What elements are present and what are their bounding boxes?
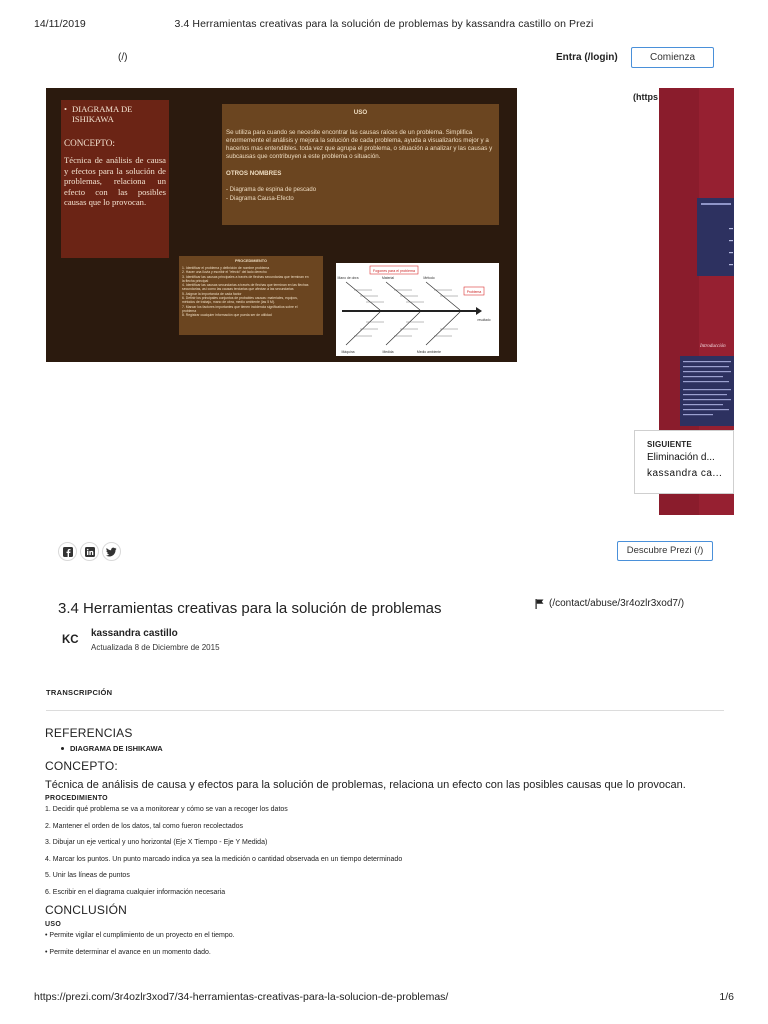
diagram-cat-top-2: Material: [381, 276, 395, 280]
diagram-arrowhead: [476, 307, 482, 315]
fishbone-diagram-svg: [336, 263, 499, 356]
concept-box: [61, 100, 169, 258]
updated-date: Actualizada 8 de Diciembre de 2015: [91, 643, 220, 652]
procedure-step: 3. Dibujar un eje vertical y uno horizontal (Eje X Tiempo - Eje Y Medida): [45, 839, 268, 846]
fishbone-diagram: [336, 263, 499, 356]
print-page-number: 1/6: [719, 991, 734, 1003]
next-title[interactable]: Eliminación d...: [647, 452, 715, 463]
prezi-canvas[interactable]: [46, 88, 517, 362]
diagram-bone: [386, 312, 420, 345]
linkedin-icon[interactable]: [80, 542, 99, 561]
diagram-cat-bottom-1: Máquina: [341, 350, 355, 354]
discover-prezi-button[interactable]: Descubre Prezi (/): [617, 541, 713, 561]
procedure-box: [179, 256, 323, 335]
diagram-sub-causes: [354, 290, 458, 336]
diagram-top-label: Fogones para el problema: [373, 269, 415, 273]
procedure-line: 8. Registrar cualquier información que pueda ser de utilidad: [182, 313, 272, 318]
social-share-row: [58, 542, 121, 561]
diagram-bone: [426, 312, 460, 345]
uso-box: [222, 104, 499, 225]
procedure-line: 1. Identificar el problema y definición de nombre problema: [182, 266, 270, 270]
diagram-effect-label: Problema: [466, 290, 482, 294]
procedure-line: 7. Marcar los factores importantes que tienen incidencia significativa sobre el: [182, 304, 298, 309]
next-author[interactable]: kassandra ca...: [647, 468, 723, 479]
home-link[interactable]: (/): [118, 52, 128, 63]
procedure-line: problema: [182, 308, 197, 313]
conclusion-heading: CONCLUSIÓN: [45, 903, 128, 917]
uso-heading: USO: [45, 921, 62, 928]
referencias-heading: REFERENCIAS: [45, 726, 133, 740]
facebook-icon[interactable]: [58, 542, 77, 561]
ishikawa-bullet-item: [61, 744, 735, 753]
print-footer: [0, 991, 768, 1005]
concept-text: Técnica de análisis de causa y efectos para la solución de problemas, relaciona un efecto con las posibles causas que lo provocan.: [64, 155, 166, 207]
print-url: https://prezi.com/3r4ozlr3xod7/34-herramientas-creativas-para-la-solucion-de-problemas/: [34, 991, 449, 1003]
diagram-cat-bottom-3: Medio ambiente: [416, 350, 442, 354]
procedure-line: secundarias, así como las causas terciarias que afectan a las secundarias: [182, 287, 294, 292]
concepto-text: Técnica de análisis de causa y efectos para la solución de problemas, relaciona un efecto con las posibles causas que lo provocan.: [45, 779, 686, 791]
otros-item: - Diagrama Causa-Efecto: [226, 195, 294, 202]
procedure-step: 5. Unir las líneas de puntos: [45, 872, 130, 879]
procedure-step: 1. Decidir qué problema se va a monitorear y cómo se van a recoger los datos: [45, 806, 288, 813]
bullet-dot: [61, 747, 64, 750]
print-header: [0, 18, 768, 32]
procedure-line: 6. Definir los principales conjuntos de probables causas: materiales, equipos,: [182, 296, 298, 301]
otros-title: OTROS NOMBRES: [226, 170, 282, 177]
diagram-cat-top-3: Método: [423, 276, 435, 280]
diagram-cat-top-1: Mano de obra: [337, 276, 359, 280]
start-button[interactable]: Comienza: [631, 47, 714, 68]
print-title: 3.4 Herramientas creativas para la solución de problemas by kassandra castillo on Prezi: [174, 18, 594, 30]
side-url-fragment: (https: [633, 92, 658, 102]
procedure-line: métodos de trabajo, mano de obra, medio ambiente (las 5 M).: [182, 300, 275, 305]
next-presentation-card[interactable]: [634, 430, 734, 494]
print-date: 14/11/2019: [34, 18, 86, 30]
avatar: KC: [62, 634, 79, 646]
uso-item: • Permite vigilar el cumplimiento de un proyecto en el tiempo.: [45, 932, 235, 939]
procedure-line: 4. Identificar las causas secundarias a través de flechas que terminan en las flechas: [182, 283, 309, 288]
procedure-step: 4. Marcar los puntos. Un punto marcado indica ya sea la medición o cantidad observada en un tiempo determinado: [45, 855, 403, 863]
transcript-heading: TRANSCRIPCIÓN: [46, 688, 113, 697]
procedure-line: 5. Asignar la importancia de cada factor: [182, 291, 242, 296]
ishikawa-bullet: • DIAGRAMA DE ISHIKAWA: [64, 104, 166, 124]
ishikawa-label: DIAGRAMA DE ISHIKAWA: [72, 104, 133, 124]
login-link[interactable]: Entra (/login): [556, 52, 618, 63]
transcript-body: [45, 726, 735, 961]
concepto-heading: CONCEPTO:: [45, 759, 118, 773]
report-abuse-link[interactable]: [535, 598, 684, 609]
ishikawa-text: DIAGRAMA DE ISHIKAWA: [70, 744, 163, 753]
procedure-line: 3. Identificar las causas principales a través de flechas secundarias que terminan en: [182, 274, 309, 279]
diagram-bone: [346, 312, 380, 345]
procedure-line: la flecha principal: [182, 278, 209, 283]
twitter-icon[interactable]: [102, 542, 121, 561]
otros-item: - Diagrama de espina de pescado: [226, 187, 317, 193]
concept-heading: CONCEPTO:: [64, 138, 115, 148]
presentation-title: 3.4 Herramientas creativas para la solución de problemas: [58, 600, 442, 617]
procedure-step: 6. Escribir en el diagrama cualquier información necesaria: [45, 888, 226, 896]
diagram-result-label: resultado: [477, 318, 491, 322]
diagram-cat-bottom-2: Medida: [382, 350, 394, 354]
uso-text: Se utiliza para cuando se necesite encontrar las causas raíces de un problema. Simplifica enormemente el análisis y mejora la solución de cada problema, ayuda a visualizarlos mejor y a hacerlos mas entendibles. toda vez que agrupa el problema, o situación a analizar y las causas y subcausas que contribuyen a este problema o situación.: [226, 129, 493, 160]
report-abuse-label[interactable]: (/contact/abuse/3r4ozlr3xod7/): [549, 598, 685, 609]
author-name[interactable]: kassandra castillo: [91, 628, 178, 639]
uso-item: • Permite determinar el avance en un momento dado.: [45, 948, 211, 956]
procedimiento-heading: PROCEDIMIENTO: [45, 795, 108, 802]
side-panel-label: Introducción: [700, 344, 726, 349]
procedure-title: PROCEDIMIENTO: [235, 259, 267, 263]
procedure-line: 2. Hacer una lluvia y escribir el "efecto" del lado derecho: [182, 270, 267, 275]
procedure-step: 2. Mantener el orden de los datos, tal como fueron recolectados: [45, 822, 244, 830]
next-label: SIGUIENTE: [647, 440, 692, 449]
flag-icon: [535, 599, 544, 609]
uso-title: USO: [353, 109, 368, 116]
divider: [46, 710, 724, 711]
